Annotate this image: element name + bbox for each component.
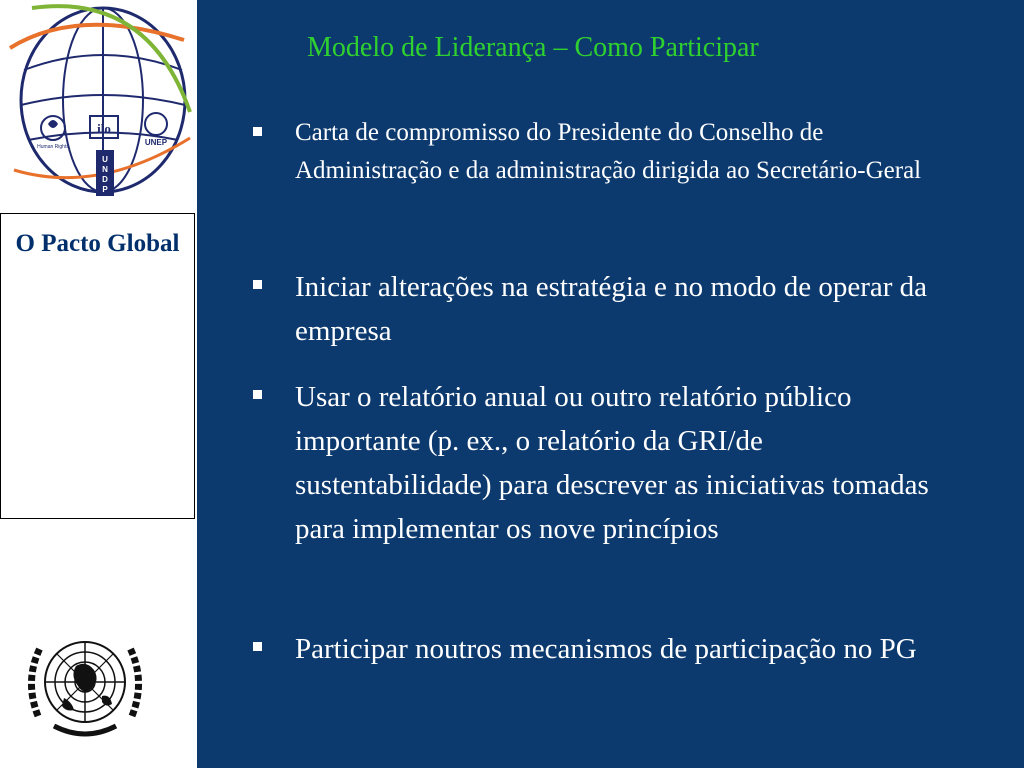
svg-text:P: P xyxy=(102,185,108,194)
bullet-text: Iniciar alterações na estratégia e no modo de operar da empresa xyxy=(295,271,928,347)
bullet-text: Carta de compromisso do Presidente do Conselho de Administração e da administração dirigida ao Secretário-Geral xyxy=(295,119,922,184)
slide-title: Modelo de Liderança – Como Participar xyxy=(307,32,759,63)
list-item xyxy=(253,265,943,353)
bullet-text: Participar noutros mecanismos de participação no PG xyxy=(295,633,917,665)
list-item xyxy=(253,114,943,190)
content-panel xyxy=(197,0,1024,768)
globe-logo-icon xyxy=(8,0,198,205)
svg-text:Human Rights: Human Rights xyxy=(37,144,69,150)
square-bullet-icon xyxy=(253,280,262,289)
sidebar-title-box xyxy=(0,213,195,519)
square-bullet-icon xyxy=(253,390,262,399)
bullet-text: Usar o relatório anual ou outro relatório público importante (p. ex., o relatório da GRI/de sustentabilidade) para descrever as iniciativas tomadas para implementar os nove princípios xyxy=(295,381,929,545)
square-bullet-icon xyxy=(253,127,262,136)
sidebar-title: O Pacto Global xyxy=(15,230,180,257)
square-bullet-icon xyxy=(253,642,262,651)
list-item xyxy=(253,624,1003,674)
svg-text:N: N xyxy=(102,165,108,174)
sidebar xyxy=(0,0,197,768)
svg-text:U: U xyxy=(102,155,108,164)
list-item xyxy=(253,375,943,551)
un-emblem-icon xyxy=(24,626,146,744)
svg-text:UNEP: UNEP xyxy=(144,138,168,147)
svg-text:ilo: ilo xyxy=(97,121,111,136)
svg-text:D: D xyxy=(102,175,108,184)
